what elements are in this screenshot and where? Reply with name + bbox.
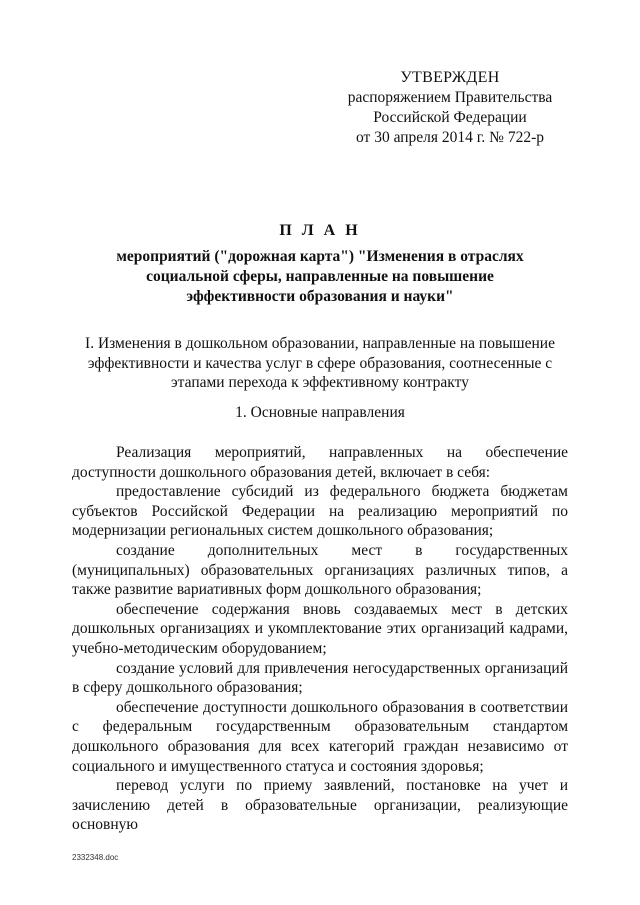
subsection-heading: 1. Основные направления (235, 404, 405, 421)
plan-title: П Л А Н (279, 222, 361, 239)
paragraph: Реализация мероприятий, направленных на обеспечение доступности дошкольного образования детей, включает в себя: (72, 444, 568, 481)
approval-issuer: распоряжением Правительства (347, 89, 553, 106)
approval-date-number: от 30 апреля 2014 г. № 722-р (356, 129, 544, 146)
plan-subtitle-line: социальной сферы, направленные на повышение (146, 268, 494, 285)
approval-country: Российской Федерации (373, 109, 527, 126)
plan-subtitle (100, 247, 540, 307)
approval-title: УТВЕРЖДЕН (400, 69, 500, 86)
paragraph: предоставление субсидий из федерального бюджета бюджетам субъектов Российской Федерации на реализацию мероприятий по модернизации региональных систем дошкольного образования; (72, 483, 568, 540)
paragraph: обеспечение содержания вновь создаваемых мест в детских дошкольных организациях и укомплектование этих организаций кадрами, учебно-методическим оборудованием; (72, 600, 568, 657)
body-text (72, 443, 568, 835)
paragraph: создание условий для привлечения негосударственных организаций в сферу дошкольного образования; (72, 659, 568, 697)
approval-block (330, 68, 570, 148)
plan-subtitle-line: мероприятий ("дорожная карта") "Изменения в отраслях (116, 248, 524, 265)
paragraph: создание дополнительных мест в государственных (муниципальных) образовательных организациях различных типов, а также развитие вариативных форм дошкольного образования; (72, 541, 568, 599)
footer-file-name: 2332348.doc (72, 853, 119, 862)
paragraph: обеспечение доступности дошкольного образования в соответствии с федеральным государственным образовательным стандартом дошкольного образования для всех категорий граждан независимо от социального и имущественного статуса и состояния здоровья; (72, 698, 568, 775)
section-heading (72, 334, 568, 393)
section-heading-line: этапами перехода к эффективному контракту (171, 374, 469, 391)
section-heading-line: I. Изменения в дошкольном образовании, направленные на повышение (85, 335, 555, 352)
paragraph: перевод услуги по приему заявлений, постановке на учет и зачислению детей в образовательные организации, реализующие основную (72, 777, 568, 834)
section-heading-line: эффективности и качества услуг в сфере образования, соотнесенные с (87, 354, 553, 372)
plan-subtitle-line: эффективности образования и науки" (186, 288, 454, 305)
